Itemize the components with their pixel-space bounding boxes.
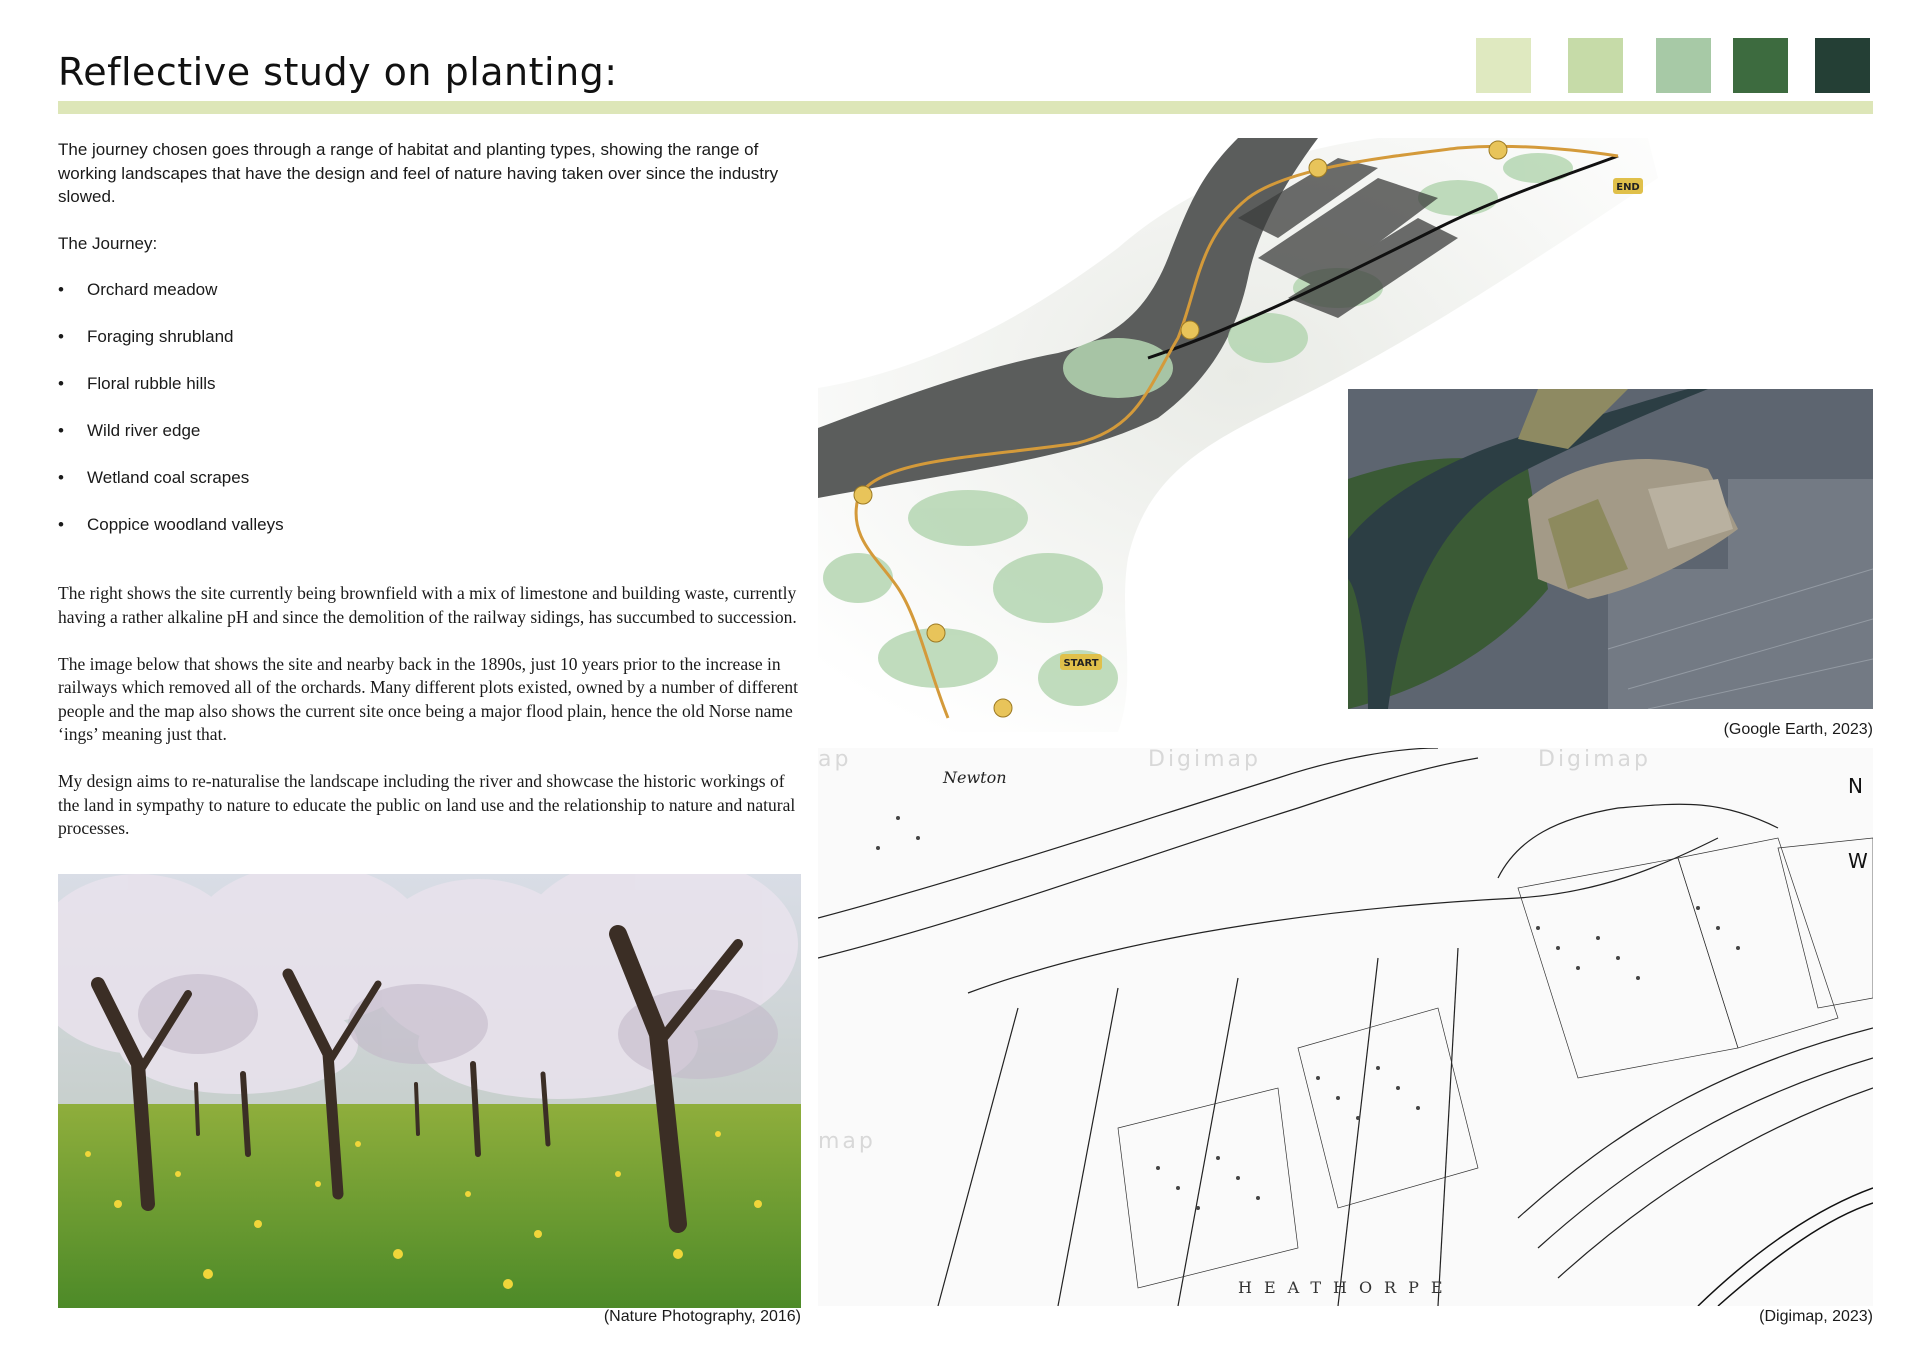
map-west-label: W: [1848, 849, 1868, 873]
aerial-photo: [1348, 389, 1873, 709]
path-marker: [854, 486, 872, 504]
intro-paragraph: The journey chosen goes through a range of habitat and planting types, showing the range of working landscapes that have the design and feel of nature having taken over since the industry slowed.: [58, 140, 779, 206]
palette-swatch-5: [1815, 38, 1870, 93]
body-paragraph-design-aim: My design aims to re-naturalise the landscape including the river and showcase the historic workings of the land in sympathy to nature to educate the public on land use and the relationship to nature and natural processes.: [58, 771, 796, 838]
historic-map: [818, 748, 1873, 1306]
journey-item: • Wild river edge: [58, 419, 798, 466]
path-marker: [1489, 141, 1507, 159]
path-marker: [1181, 321, 1199, 339]
map-north-label: N: [1848, 774, 1863, 798]
body-paragraph-history: The image below that shows the site and nearby back in the 1890s, just 10 years prior to the increase in railways which removed all of the orchards. Many different plots existed, owned by a number of different people and the map also shows the current site once being a major flood plain, hence the old Norse name ‘ings’ meaning just that.: [58, 653, 798, 744]
orchard-photo: [58, 874, 801, 1308]
path-marker: [994, 699, 1012, 717]
digimap-caption: (Digimap, 2023): [1759, 1308, 1873, 1325]
path-marker: [1309, 159, 1327, 177]
palette-swatch-3: [1656, 38, 1711, 93]
journey-item: • Coppice woodland valleys: [58, 513, 798, 560]
start-label: START: [1063, 658, 1099, 669]
page-title: Reflective study on planting:: [58, 50, 618, 94]
body-text: [58, 582, 808, 864]
journey-heading: The Journey:: [58, 233, 158, 253]
map-watermark: Digimap: [1538, 748, 1652, 772]
journey-item: • Wetland coal scrapes: [58, 466, 798, 513]
palette-swatch-4: [1733, 38, 1788, 93]
body-paragraph-brownfield: The right shows the site currently being brownfield with a mix of limestone and building waste, currently having a rather alkaline pH and since the demolition of the railway sidings, has succumbed to succession.: [58, 583, 797, 627]
intro-section: [58, 138, 798, 560]
google-earth-caption: (Google Earth, 2023): [1723, 721, 1873, 738]
journey-list: [58, 278, 798, 560]
palette-swatch-2: [1568, 38, 1623, 93]
map-label-newton: Newton: [943, 768, 1007, 787]
map-watermark: ap: [818, 748, 852, 772]
journey-item: • Foraging shrubland: [58, 325, 798, 372]
map-watermark: map: [818, 1129, 876, 1154]
nature-photo-caption: (Nature Photography, 2016): [603, 1308, 801, 1325]
map-label-heathorpe: HEATHORPE: [1238, 1278, 1455, 1297]
end-label: END: [1616, 182, 1640, 193]
map-watermark: Digimap: [1148, 748, 1262, 772]
palette-swatch-1: [1476, 38, 1531, 93]
path-marker: [927, 624, 945, 642]
title-underline: [58, 101, 1873, 114]
journey-item: • Floral rubble hills: [58, 372, 798, 419]
journey-item: • Orchard meadow: [58, 278, 798, 325]
